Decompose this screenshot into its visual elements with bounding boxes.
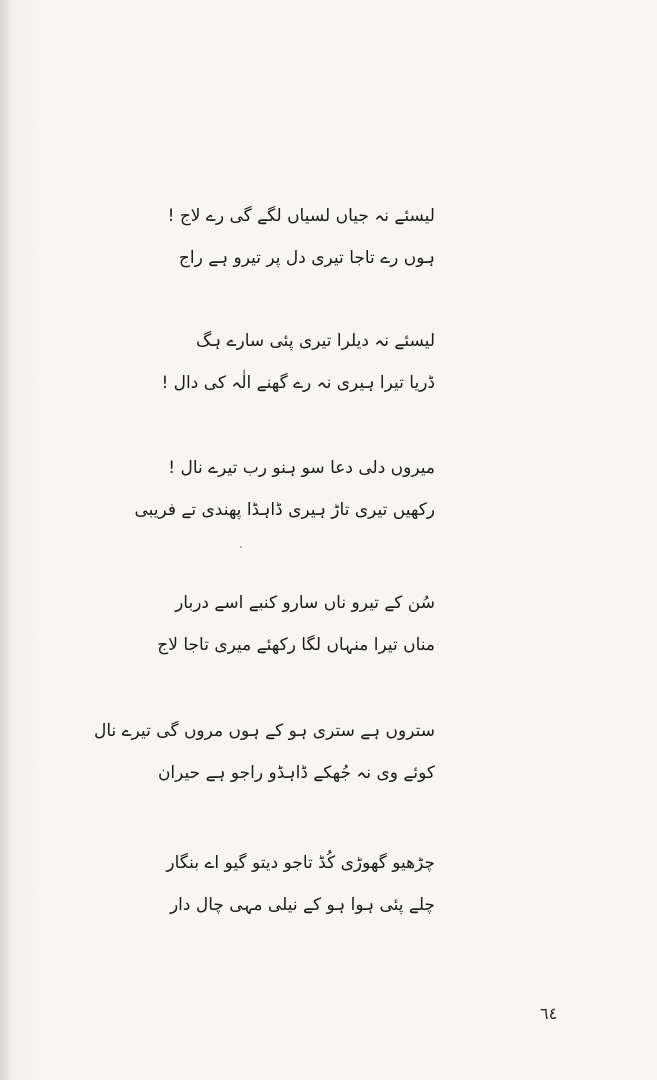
stanza-2 [105,320,435,404]
stanza-4 [105,582,435,666]
stanza-3 [105,447,435,531]
stanza-1 [105,195,435,279]
verse-line: ڈریا تیرا ہیری نہ رے گھنے الٰہ کی دال ! [161,373,435,393]
verse-line: لیسئے نہ دیلرا تیری پئی سارے ہگ [195,331,435,351]
verse-line: مناں تیرا منہاں لگا رکھئے میری تاجا لاج [157,635,435,655]
stanza-5 [94,710,435,794]
verse-line: چلے پئی ہوا ہو کے نیلی مہی چال دار [169,895,435,915]
verse-line: سُن کے تیرو ناں سارو کنبے اسے دربار [175,593,435,613]
verse-line: چڑھیو گھوڑی کُڈ تاجو دیتو گیو اے بنگار [166,853,435,873]
spine-shadow [0,0,10,1080]
verse-line: ہوں رے تاجا تیری دل پر تیرو ہے راج [178,248,435,268]
stanza-6 [105,842,435,926]
page-number: ٦٤ [540,1004,558,1023]
verse-line: ستروں ہے ستری ہو کے ہوں مروں گی تیرے نال [94,721,435,741]
print-speck [240,546,242,548]
verse-line: لیسئے نہ جیاں لسیاں لگے گی رے لاج ! [167,206,435,226]
verse-line: رکھیں تیری تاڑ ہیری ڈاہڈا پھندی تے فریبی [134,500,435,520]
verse-line: میروں دلی دعا سو ہنو رب تیرے نال ! [168,458,435,478]
verse-line: کوئے وی نہ جُھکے ڈاہڈو راجو ہے حیران [157,763,435,783]
